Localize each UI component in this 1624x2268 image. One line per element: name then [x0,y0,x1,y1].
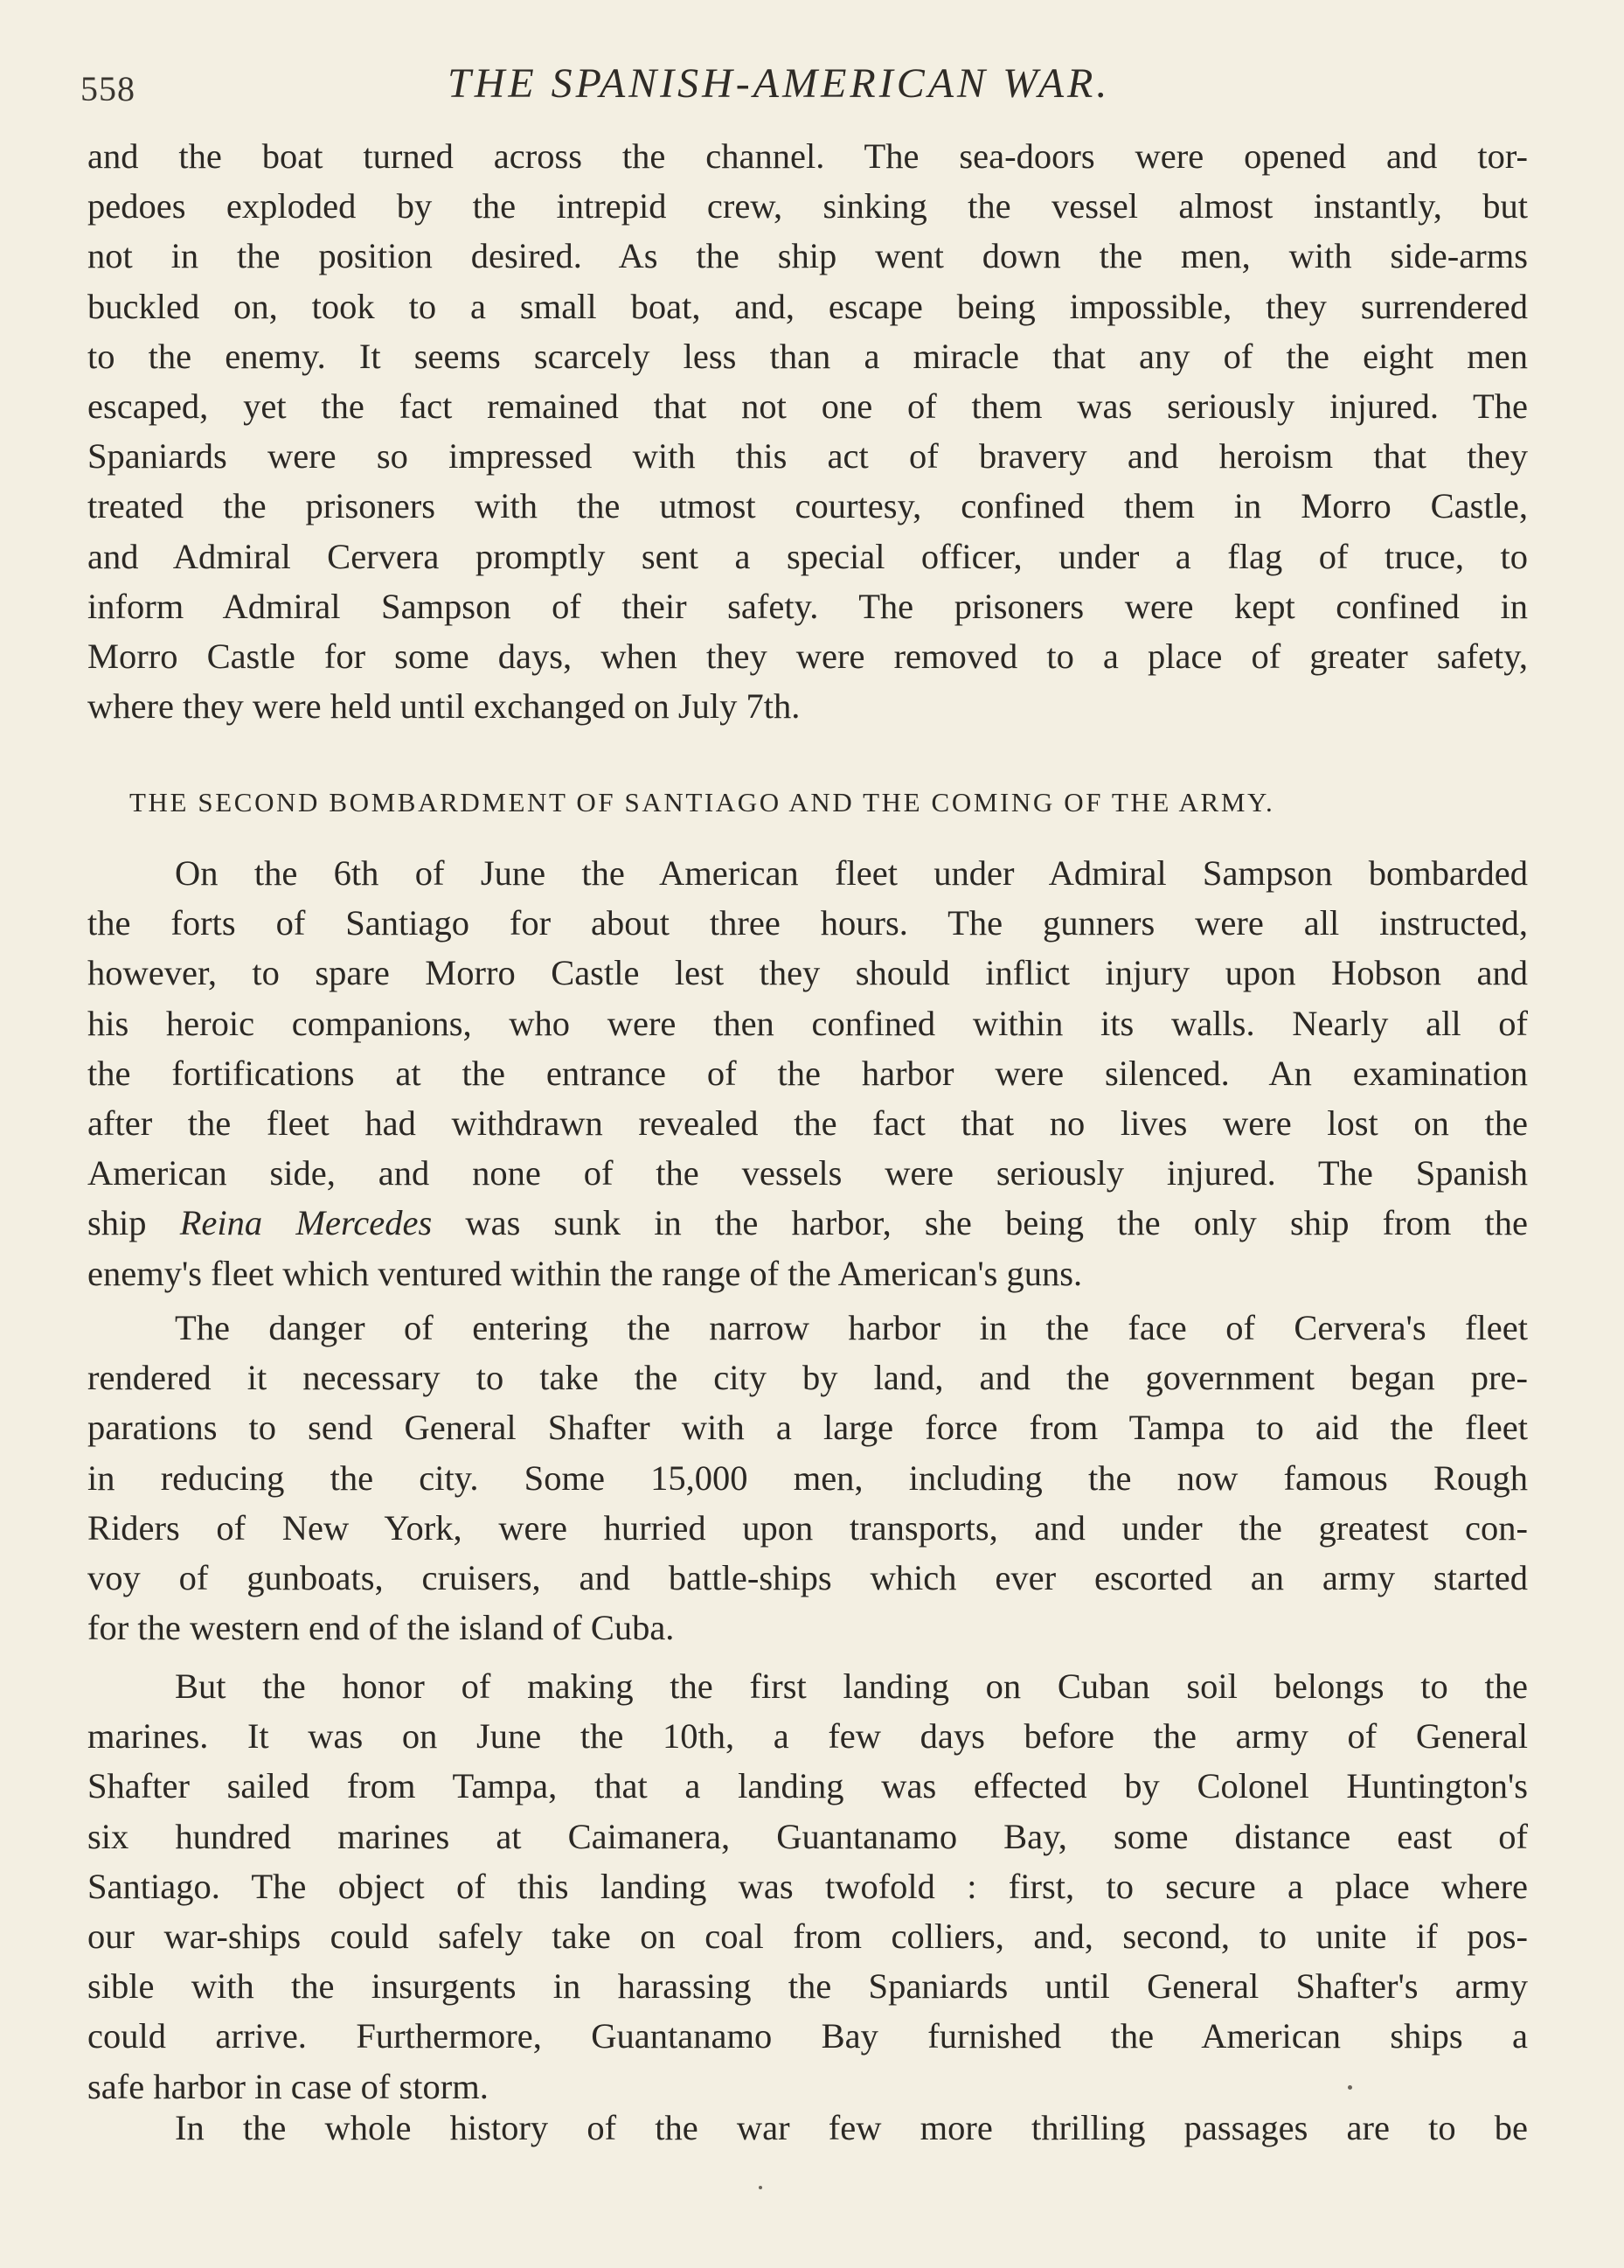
text-line: after the fleet had withdrawn revealed the fact that no lives were lost on the [87,1103,1528,1144]
ship-name-reina-mercedes: Reina Mercedes [179,1203,433,1243]
text-line: On the 6th of June the American fleet under Admiral Sampson bombarded [175,853,1528,893]
text-line: rendered it necessary to take the city by land, and the government began pre- [87,1358,1528,1398]
text-line-with-ship-name [87,1198,1528,1248]
text-line: treated the prisoners with the utmost courtesy, confined them in Morro Castle, [87,486,1528,526]
text-line: buckled on, took to a small boat, and, escape being impossible, they surrendered [87,286,1528,326]
text-fragment: ship [87,1203,180,1243]
text-line: for the western end of the island of Cuba. [87,1608,675,1648]
paragraph-4 [87,1661,1528,2111]
page-number: 558 [80,69,135,108]
text-line: enemy's fleet which ventured within the range of the American's guns. [87,1253,1083,1293]
section-heading: THE SECOND BOMBARDMENT OF SANTIAGO AND THE COMING OF THE ARMY. [129,787,1275,817]
text-line: Shafter sailed from Tampa, that a landing was effected by Colonel Huntington's [87,1766,1528,1806]
text-line: the fortifications at the entrance of the harbor were silenced. An examination [87,1053,1528,1093]
ink-speck [759,2186,762,2189]
text-line: his heroic companions, who were then confined within its walls. Nearly all of [87,1003,1528,1043]
text-line: however, to spare Morro Castle lest they should inflict injury upon Hobson and [87,953,1528,993]
text-line: In the whole history of the war few more thrilling passages are to be [175,2108,1528,2147]
paragraph-5 [87,2103,1528,2153]
text-line: and the boat turned across the channel. The sea-doors were opened and tor- [87,136,1528,176]
text-line: could arrive. Furthermore, Guantanamo Bay furnished the American ships a [87,2016,1528,2056]
text-line: the forts of Santiago for about three hours. The gunners were all instructed, [87,903,1528,943]
paragraph-2 [87,848,1528,1298]
text-line: not in the position desired. As the ship went down the men, with side-arms [87,236,1528,276]
text-line: six hundred marines at Caimanera, Guantanamo Bay, some distance east of [87,1816,1528,1856]
running-head: THE SPANISH-AMERICAN WAR. [448,60,1111,107]
text-fragment: was sunk in the harbor, she being the only ship from the [432,1203,1529,1243]
ink-speck [1348,2085,1352,2090]
text-line: our war-ships could safely take on coal from colliers, and, second, to unite if pos- [87,1917,1528,1957]
text-line: pedoes exploded by the intrepid crew, sinking the vessel almost instantly, but [87,186,1528,226]
text-line: marines. It was on June the 10th, a few days before the army of General [87,1716,1528,1757]
paragraph-3 [87,1303,1528,1652]
text-line: escaped, yet the fact remained that not one of them was seriously injured. The [87,386,1528,427]
text-line: in reducing the city. Some 15,000 men, including the now famous Rough [87,1458,1528,1498]
page-header [80,59,1523,121]
text-line: inform Admiral Sampson of their safety. The prisoners were kept confined in [87,586,1528,626]
text-line: and Admiral Cervera promptly sent a special officer, under a flag of truce, to [87,536,1528,576]
text-line: parations to send General Shafter with a large force from Tampa to aid the fleet [87,1408,1528,1448]
text-line: to the enemy. It seems scarcely less than a miracle that any of the eight men [87,336,1528,376]
text-line: Morro Castle for some days, when they were removed to a place of greater safety, [87,637,1528,677]
text-line: But the honor of making the first landing on Cuban soil belongs to the [175,1666,1528,1706]
text-line: Riders of New York, were hurried upon transports, and under the greatest con- [87,1507,1528,1548]
text-line: The danger of entering the narrow harbor in the face of Cervera's fleet [175,1308,1528,1347]
text-line: voy of gunboats, cruisers, and battle-ships which ever escorted an army started [87,1558,1528,1598]
paragraph-1 [87,131,1528,731]
text-line: American side, and none of the vessels were seriously injured. The Spanish [87,1153,1528,1193]
text-line: sible with the insurgents in harassing the Spaniards until General Shafter's army [87,1966,1528,2007]
text-line: Santiago. The object of this landing was twofold : first, to secure a place where [87,1866,1528,1906]
text-line: safe harbor in case of storm. [87,2066,489,2106]
text-line: Spaniards were so impressed with this act of bravery and heroism that they [87,436,1528,477]
text-line: where they were held until exchanged on July 7th. [87,686,801,727]
